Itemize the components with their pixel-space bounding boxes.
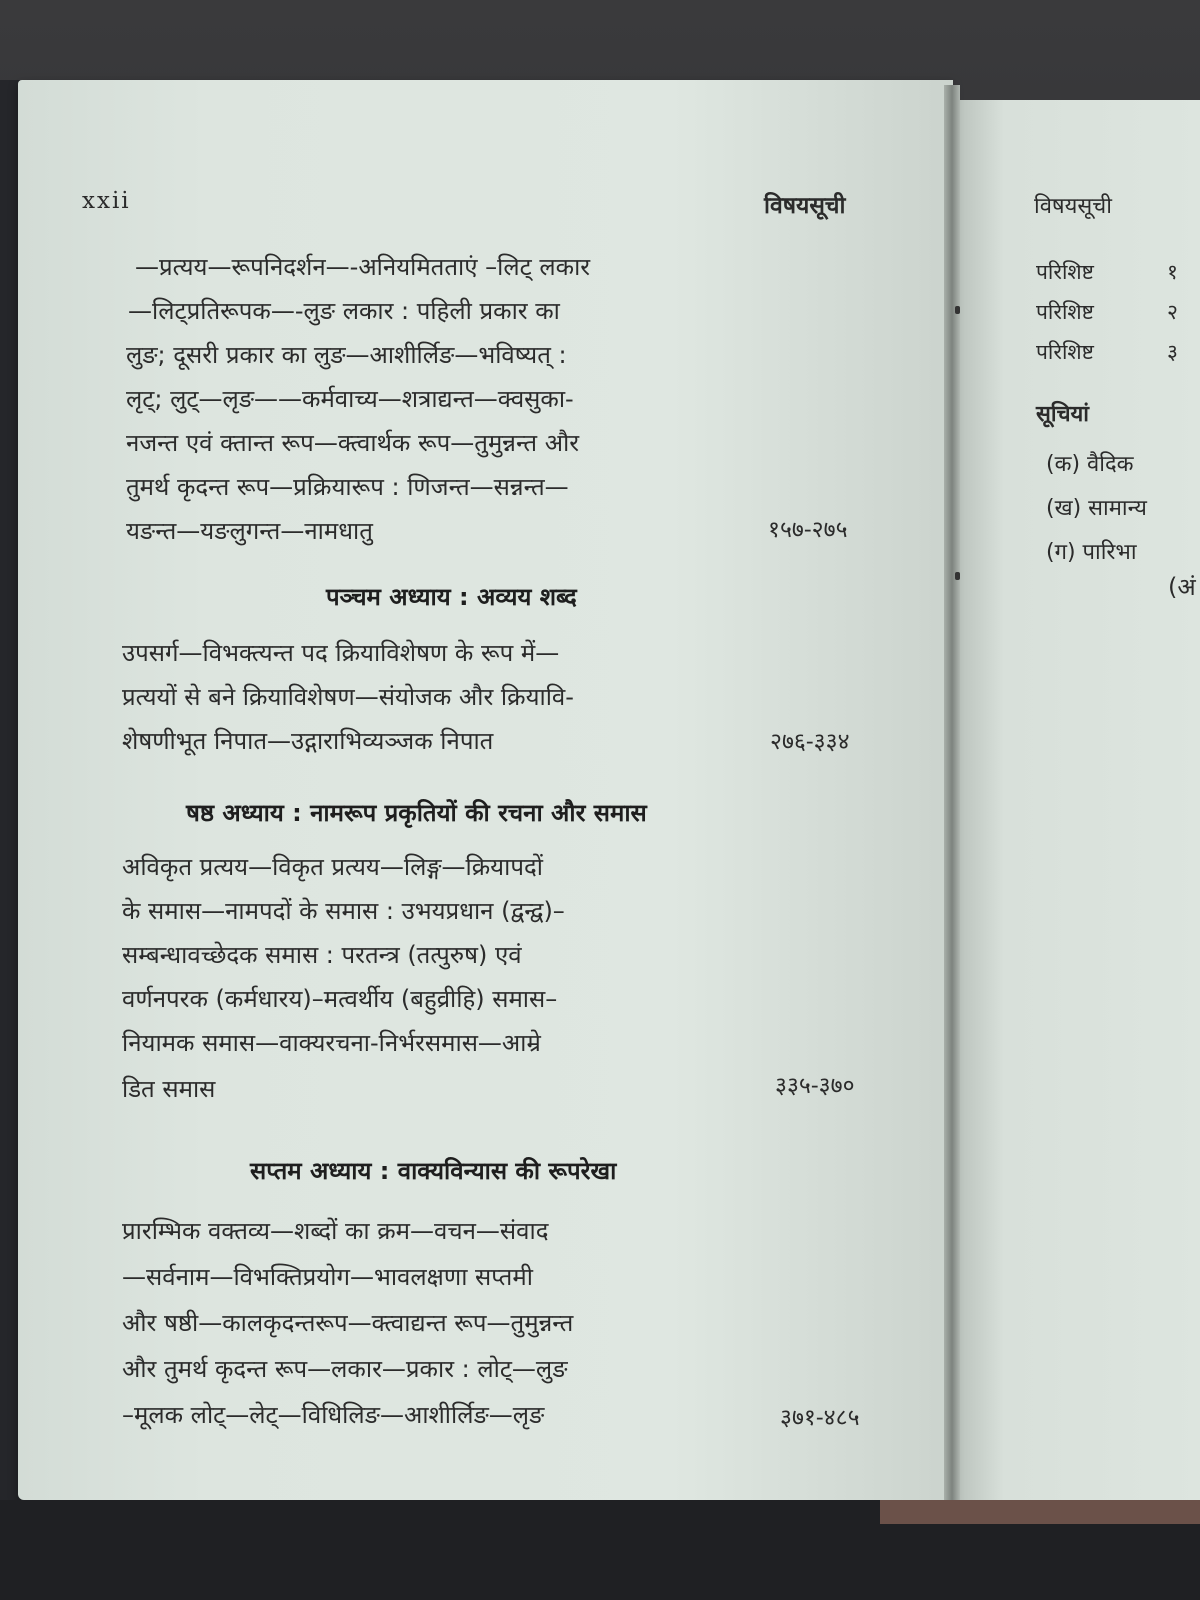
- bottom-cover: [0, 1500, 1200, 1600]
- toc-line: नियामक समास—वाक्यरचना-निर्भरसमास—आम्रे: [122, 1029, 541, 1057]
- toc-line: यङन्त—यङलुगन्त—नामधातु: [126, 517, 373, 545]
- toc-line: और षष्ठी—कालकृदन्तरूप—क्त्वाद्यन्त रूप—तुमुन्नन्त: [122, 1309, 574, 1337]
- paper-speck: [955, 306, 960, 314]
- list-item: (ग) पारिभा: [1046, 540, 1137, 565]
- toc-line: लुङ; दूसरी प्रकार का लुङ—आशीर्लिङ—भविष्यत् :: [126, 341, 567, 369]
- page-range: १५७-२७५: [768, 517, 848, 543]
- toc-line: नजन्त एवं क्तान्त रूप—क्त्वार्थक रूप—तुमुन्नन्त और: [126, 429, 580, 457]
- running-head: विषयसूची: [764, 193, 846, 219]
- appendix-number: ३: [1167, 340, 1178, 364]
- chapter-heading: षष्ठ अध्याय : नामरूप प्रकृतियों की रचना और समास: [186, 799, 647, 827]
- cover-strip: [880, 1500, 1200, 1524]
- appendix-number: २: [1167, 300, 1178, 324]
- toc-line: प्रत्ययों से बने क्रियाविशेषण—संयोजक और क्रियावि-: [122, 683, 574, 711]
- paper-speck: [955, 572, 960, 580]
- lists-heading: सूचियां: [1036, 402, 1089, 427]
- appendix-label: परिशिष्ट: [1036, 340, 1094, 364]
- toc-line: —प्रत्यय—रूपनिदर्शन—-अनियमितताएं –लिट् लकार: [135, 253, 591, 281]
- book-gutter: [944, 85, 960, 1505]
- page-range: ३३५-३७०: [775, 1073, 855, 1099]
- toc-line: वर्णनपरक (कर्मधारय)–मत्वर्थीय (बहुव्रीहि) समास–: [122, 985, 558, 1013]
- chapter-heading: सप्तम अध्याय : वाक्यविन्यास की रूपरेखा: [250, 1157, 617, 1185]
- toc-line: तुमर्थ कृदन्त रूप—प्रक्रियारूप : णिजन्त—सन्नन्त—: [126, 473, 569, 501]
- toc-line: –मूलक लोट्—लेट्—विधिलिङ—आशीर्लिङ—लृङ: [122, 1401, 545, 1429]
- toc-line: के समास—नामपदों के समास : उभयप्रधान (द्वन्द्व)–: [122, 897, 565, 925]
- toc-line: —लिट्प्रतिरूपक—-लुङ लकार : पहिली प्रकार का: [128, 297, 560, 325]
- toc-line: उपसर्ग—विभक्त्यन्त पद क्रियाविशेषण के रूप में—: [122, 639, 560, 667]
- toc-line: सम्बन्धावच्छेदक समास : परतन्त्र (तत्पुरुष) एवं: [122, 941, 522, 969]
- book-cover-edge: [0, 80, 20, 1500]
- appendix-number: १: [1167, 260, 1178, 284]
- toc-line: और तुमर्थ कृदन्त रूप—लकार—प्रकार : लोट्—लुङ: [122, 1355, 568, 1383]
- right-running-head: विषयसूची: [1034, 194, 1112, 219]
- page-number: xxii: [82, 188, 131, 214]
- page-range: ३७१-४८५: [780, 1405, 860, 1431]
- toc-line: प्रारम्भिक वक्तव्य—शब्दों का क्रम—वचन—संवाद: [122, 1217, 549, 1245]
- list-item: (क) वैदिक: [1046, 452, 1134, 477]
- toc-line: डित समास: [122, 1075, 216, 1103]
- appendix-label: परिशिष्ट: [1036, 260, 1094, 284]
- list-item: (ख) सामान्य: [1046, 496, 1147, 521]
- appendix-label: परिशिष्ट: [1036, 300, 1094, 324]
- toc-line: —सर्वनाम—विभक्तिप्रयोग—भावलक्षणा सप्तमी: [122, 1263, 533, 1291]
- chapter-heading: पञ्चम अध्याय : अव्यय शब्द: [326, 583, 577, 611]
- toc-line: शेषणीभूत निपात—उद्गाराभिव्यञ्जक निपात: [122, 727, 494, 755]
- toc-line: अविकृत प्रत्यय—विकृत प्रत्यय—लिङ्ग—क्रियापदों: [122, 853, 543, 881]
- page-range: २७६-३३४: [770, 729, 850, 755]
- list-continuation: (अं: [1168, 573, 1196, 601]
- toc-line: लृट्; लुट्—लृङ——कर्मवाच्य—शत्राद्यन्त—क्वसुका-: [126, 385, 574, 413]
